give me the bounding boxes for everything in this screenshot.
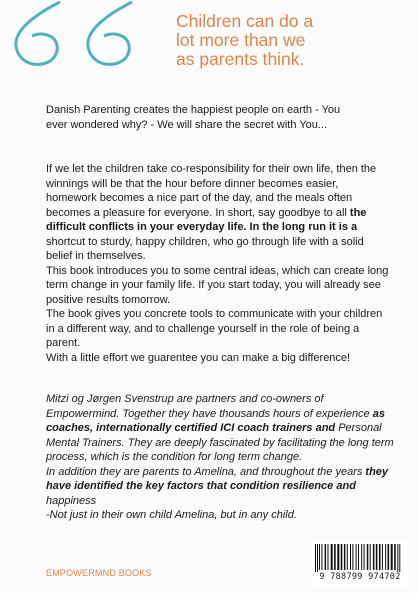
- author-bio-p2-text-a: In addition they are parents to Amelina, and throughout the years: [46, 465, 366, 478]
- barcode-bar: [394, 544, 396, 570]
- barcode-bar: [391, 544, 393, 570]
- barcode-bar: [399, 544, 400, 572]
- barcode-bars: [313, 544, 407, 572]
- description-p1-bold: the difficult conflicts in your everyday life. In the long run it is a: [46, 206, 367, 233]
- intro-line-1: Danish Parenting creates the happiest people on earth - You: [46, 104, 341, 116]
- barcode-bar: [358, 544, 359, 570]
- author-bio: [46, 392, 394, 523]
- barcode-bar: [337, 544, 339, 570]
- barcode-bar: [328, 544, 329, 570]
- barcode-bar: [397, 544, 398, 572]
- barcode: [311, 542, 409, 586]
- barcode-bar: [382, 544, 383, 570]
- barcode-bar: [321, 544, 322, 570]
- intro-paragraph: [46, 103, 386, 132]
- author-bio-p2-text-b: happiness: [46, 494, 97, 507]
- barcode-bar: [331, 544, 333, 570]
- barcode-bar: [370, 544, 371, 570]
- description-paragraph-3: The book gives you concrete tools to communicate with your children in a different way, and to challenge yourself in the role of being a parent.: [46, 308, 383, 349]
- author-bio-paragraph-2: [46, 465, 394, 509]
- author-bio-p1-text-b: Personal Mental Trainers. They are deeply fascinated by facilitating the long term process, which is the condition for long term change.: [46, 422, 394, 463]
- description-p1-text-a: If we let the children take co-responsibility for their own life, then the winnings will be that the hour before dinner becomes easier, homework becomes a nice part of the day, and the meals often becomes a pleasure for everyone. In short, say goodbye to all: [46, 163, 377, 219]
- barcode-bar: [356, 544, 357, 570]
- description-p1-text-b: shortcut to sturdy, happy children, who go through life with a solid belief in themselves.: [46, 235, 364, 262]
- author-bio-paragraph-1: [46, 392, 394, 465]
- barcode-number: 9 788799 974702: [319, 572, 401, 582]
- barcode-bar: [319, 544, 320, 570]
- barcode-bar: [315, 544, 316, 572]
- barcode-bar: [388, 544, 390, 570]
- author-bio-p1-text-a: Mitzi og Jørgen Svenstrup are partners and co-owners of Empowermind. Together they have thousands hours of experience: [46, 393, 373, 420]
- publisher-name: EMPOWERMND BOOKS: [46, 568, 152, 578]
- intro-line-2: ever wondered why? - We will share the secret with You...: [46, 118, 328, 131]
- barcode-bar: [347, 544, 348, 570]
- tagline-line-3: as parents think.: [176, 49, 305, 69]
- description-paragraph-4: With a little effort we guarentee you can make a big difference!: [46, 351, 351, 364]
- barcode-bar: [373, 544, 375, 570]
- barcode-bar: [385, 544, 386, 570]
- tagline: [176, 12, 406, 69]
- description-paragraph-2: This book introduces you to some central ideas, which can create long term change in your family life. If you start today, you will already see positive results tomorrow.: [46, 264, 389, 306]
- barcode-bar: [350, 544, 351, 570]
- author-bio-p1-bold: as coaches, internationally certified ICI coach trainers and: [46, 407, 385, 434]
- description-paragraph-1: [46, 162, 391, 264]
- barcode-bar: [344, 544, 346, 570]
- barcode-bar: [367, 544, 369, 570]
- tagline-line-1: Children can do a: [176, 11, 314, 31]
- barcode-bar: [334, 544, 336, 570]
- barcode-bar: [352, 544, 353, 570]
- author-bio-p2-bold: they have identified the key factors that condition resilience and: [46, 465, 389, 492]
- tagline-line-2: lot more than we: [176, 30, 306, 50]
- barcode-bar: [364, 544, 365, 570]
- barcode-bar: [317, 544, 318, 572]
- barcode-bar: [379, 544, 381, 570]
- barcode-bar: [376, 544, 378, 570]
- barcode-bar: [325, 544, 327, 570]
- author-bio-paragraph-3: -Not just in their own child Amelina, but in any child.: [46, 509, 297, 521]
- description-text: [46, 162, 391, 365]
- barcode-bar: [361, 544, 362, 570]
- barcode-bar: [341, 544, 343, 570]
- quotation-marks-icon: [8, 0, 158, 70]
